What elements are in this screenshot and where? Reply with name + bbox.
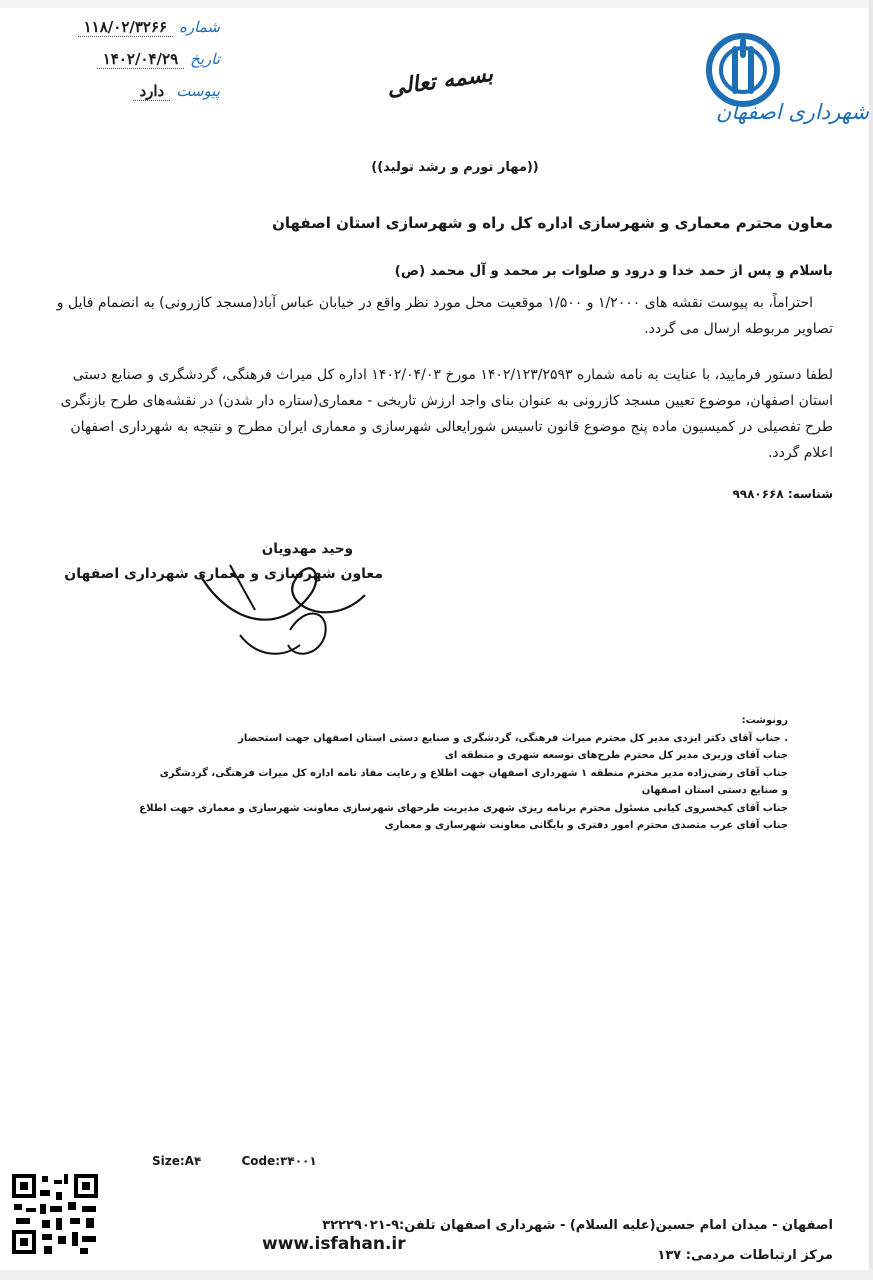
letter-meta [70,18,220,114]
date-label: تاریخ [190,50,220,68]
cc-line: . جناب آقای دکتر ایزدی مدیر کل محترم میراث فرهنگی، گردشگری و صنایع دستی استان اصفهان جهت استحضار [238,732,788,744]
letter-number-label: شماره [179,18,220,36]
paper-size: Size:A۴ [152,1154,202,1168]
addressee: معاون محترم معماری و شهرسازی اداره کل راه و شهرسازی استان اصفهان [272,214,833,232]
page-edge-top [0,0,873,8]
footer-address: اصفهان - میدان امام حسین(علیه السلام) - شهرداری اصفهان تلفن:۹-۳۲۲۲۹۰۲۱ [322,1218,833,1233]
cc-line: جناب آقای کیخسروی کیانی مسئول محترم برنامه ریزی شهری مدیریت طرحهای شهرسازی معاونت شهرسازی و معماری جهت اطلاع [139,802,788,814]
paragraph-1-text: احتراماً، به پیوست نقشه های ۱/۲۰۰۰ و ۱/۵۰۰ موقعیت محل مورد نظر واقع در خیابان عباس آباد(مسجد کازرونی) به انضمام فایل و تصاویر مربوطه ارسال می گردد. [56,295,833,337]
form-size-code [152,1154,353,1168]
isfahan-municipality-logo [640,32,840,152]
qr-code[interactable] [10,1172,100,1256]
signatory-title: معاون شهرسازی و معماری شهرداری اصفهان [64,566,383,582]
date-row [70,50,220,82]
tracking-id: شناسه: ۹۹۸۰۶۶۸ [732,487,833,501]
letter-date: ۱۴۰۲/۰۴/۲۹ [97,50,184,69]
signatory-name: وحید مهدویان [261,541,353,557]
cc-line: جناب آقای عرب متصدی محترم امور دفتری و بایگانی معاونت شهرسازی و معماری [384,820,788,831]
cc-line: و صنایع دستی استان اصفهان [641,785,788,796]
letter-number: ۱۱۸/۰۲/۳۲۶۶ [78,18,173,37]
form-code: Code:۳۴۰۰۱ [241,1154,317,1168]
org-name: شهرداری اصفهان [715,100,869,124]
attachment-value: دارد [133,82,170,101]
page-edge-right [869,0,873,1280]
greeting: باسلام و پس از حمد خدا و درود و صلوات بر محمد و آل محمد (ص) [394,263,833,279]
attachment-label: پیوست [176,82,220,100]
bismillah: بسمه تعالی [385,60,495,102]
page-edge-bottom [0,1270,873,1280]
cc-line: جناب آقای وزیری مدیر کل محترم طرح‌های توسعه شهری و منطقه ای [444,750,788,761]
attachment-row [70,82,220,114]
call-center: مرکز ارتباطات مردمی: ۱۳۷ [657,1248,833,1263]
cc-list [128,712,788,835]
body-paragraph-1 [43,290,833,342]
cc-title: رونوشت: [741,715,788,726]
cc-line: جناب آقای رضی‌زاده مدیر محترم منطقه ۱ شهرداری اصفهان جهت اطلاع و رعایت مفاد نامه اداره کل میراث فرهنگی، گردشگری [159,767,788,779]
body-paragraph-2: لطفا دستور فرمایید، با عنایت به نامه شماره ۱۴۰۲/۱۲۳/۲۵۹۳ مورخ ۱۴۰۲/۰۴/۰۳ اداره کل میراث فرهنگی، گردشگری و صنایع دستی استان اصفهان، موضوع تعیین مسجد کازرونی به عنوان بنای واجد ارزش تاریخی - معماری(ستاره دار شدن) در نقشه‌های طرح بازنگری طرح تفصیلی در کمیسیون ماده پنج موضوع قانون تاسیس شورایعالی شهرسازی و معماری ایران مطرح و نتیجه به شهرداری اصفهان اعلام گردد. [60,367,833,461]
website-link[interactable]: www.isfahan.ir [262,1234,406,1254]
slogan: ((مهار تورم و رشد تولید)) [371,160,539,175]
letter-number-row [70,18,220,50]
